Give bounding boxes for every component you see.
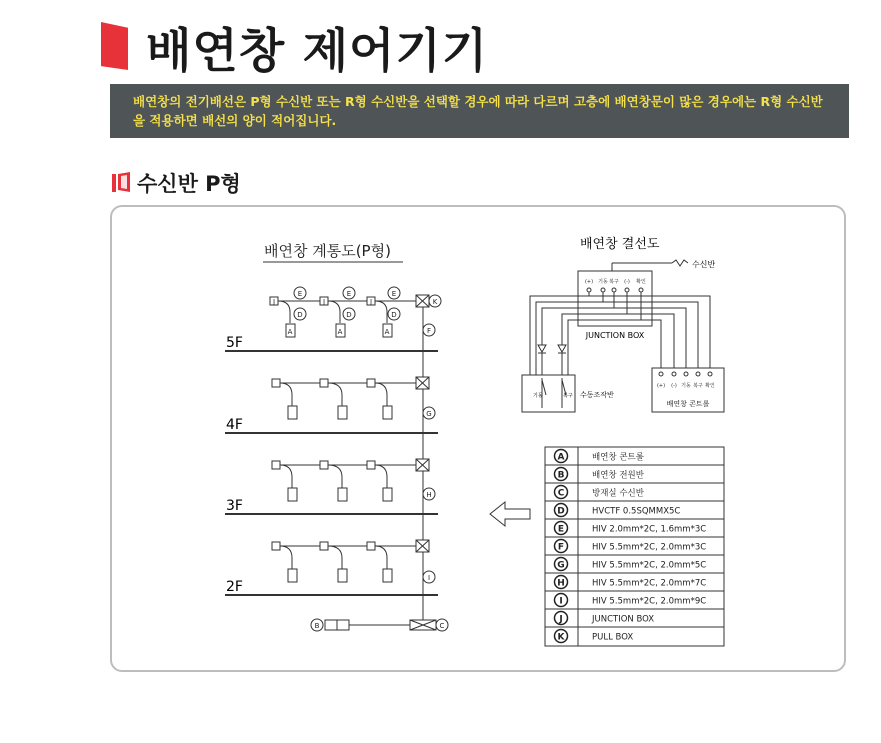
svg-text:D: D: [346, 311, 352, 319]
svg-text:D: D: [391, 311, 397, 319]
floor-label: 5F: [226, 335, 243, 351]
wiring-title: 배연창 결선도: [580, 237, 660, 252]
junction-term: 기동: [598, 279, 608, 285]
svg-text:G: G: [426, 410, 432, 418]
controller-letter: A: [287, 328, 293, 336]
floor-label: 2F: [226, 579, 243, 595]
junction-box-label: JUNCTION BOX: [585, 331, 645, 340]
legend-key: A: [557, 452, 565, 463]
legend-desc: HIV 5.5mm*2C, 2.0mm*3C: [592, 542, 707, 553]
controller-term: 복구: [693, 383, 703, 389]
label-e-2: [343, 287, 355, 299]
floor-label: 4F: [226, 417, 243, 433]
legend-key: E: [557, 524, 565, 535]
label-e-1: [294, 287, 306, 299]
svg-text:B: B: [314, 622, 320, 630]
junction-term: 확인: [636, 279, 646, 285]
legend-desc: HIV 2.0mm*2C, 1.6mm*3C: [592, 524, 707, 535]
floor-5f: [225, 335, 438, 351]
legend-desc: 방재실 수신반: [592, 488, 644, 499]
svg-text:H: H: [426, 491, 432, 499]
label-e-3: [388, 287, 400, 299]
junction-term: (-): [624, 279, 630, 285]
cable-break-icon: [672, 260, 688, 266]
floor-3f: [225, 498, 438, 514]
label-c: [436, 619, 448, 631]
label-h: [423, 488, 435, 500]
svg-text:C: C: [439, 622, 445, 630]
legend-desc: HIV 5.5mm*2C, 2.0mm*7C: [592, 578, 707, 589]
controller-letter: A: [337, 328, 343, 336]
legend-key: B: [557, 470, 565, 481]
legend-key: H: [557, 578, 565, 589]
floor-label: 3F: [226, 498, 243, 514]
left-arrow-icon: [490, 502, 530, 526]
legend-desc: 배연창 전원반: [592, 470, 644, 481]
legend-desc: 배연창 콘트롤: [592, 452, 644, 463]
legend-desc: JUNCTION BOX: [592, 614, 655, 625]
junction-letter: J: [369, 298, 373, 306]
label-f: [423, 324, 435, 336]
junction-term: 복구: [609, 279, 619, 285]
svg-text:I: I: [427, 574, 431, 582]
junction-letter: J: [322, 298, 326, 306]
svg-text:K: K: [432, 298, 438, 306]
junction-term: (+): [584, 279, 594, 285]
controller-term: 확인: [705, 383, 715, 389]
page-title: 배연창 제어기기: [146, 24, 489, 79]
svg-text:E: E: [391, 290, 397, 298]
legend-desc: HVCTF 0.5SQMMX5C: [592, 506, 681, 517]
floor-4f: [225, 417, 438, 433]
label-b: [311, 619, 323, 631]
legend-desc: HIV 5.5mm*2C, 2.0mm*5C: [592, 560, 707, 571]
legend-key: J: [559, 614, 563, 625]
svg-text:F: F: [426, 327, 432, 335]
legend-key: D: [557, 506, 565, 517]
label-d-1: [294, 308, 306, 320]
section-title: 수신반 P형: [137, 172, 241, 196]
label-d-3: [388, 308, 400, 320]
svg-text:E: E: [297, 290, 303, 298]
controller-term: (+): [656, 383, 666, 389]
label-g: [423, 407, 435, 419]
diode-icons: [538, 345, 566, 353]
floor-branches: [272, 379, 416, 582]
legend-desc: HIV 5.5mm*2C, 2.0mm*9C: [592, 596, 707, 607]
svg-text:D: D: [297, 311, 303, 319]
junction-letter: J: [272, 298, 276, 306]
controller-term: 기동: [681, 383, 691, 389]
legend-table: [545, 447, 724, 646]
receiver-label: 수신반: [692, 260, 716, 269]
legend-key: K: [557, 632, 565, 643]
svg-text:E: E: [346, 290, 352, 298]
controller-term: (-): [671, 383, 677, 389]
label-k: [429, 295, 441, 307]
controller-letter: A: [384, 328, 390, 336]
label-d-2: [343, 308, 355, 320]
legend-key: G: [557, 560, 565, 571]
bottom-connection: [325, 620, 436, 630]
manual-term: 복구: [563, 393, 573, 399]
floor-2f: [225, 579, 438, 595]
legend-key: C: [557, 488, 565, 499]
description-text: 배연창의 전기배선은 P형 수신반 또는 R형 수신반을 선택할 경우에 따라 다르며 고층에 배연창문이 많은 경우에는 R형 수신반을 적용하면 배선의 양이 적어집니다.: [133, 94, 823, 128]
legend-desc: PULL BOX: [592, 632, 634, 643]
legend-key: I: [559, 596, 563, 607]
manual-term: 기동: [533, 393, 543, 399]
riser-title: 배연창 계통도(P형): [264, 242, 391, 260]
manual-panel-label: 수동조작반: [580, 391, 614, 399]
controller-label: 배연창 콘트롤: [666, 400, 710, 408]
legend-key: F: [557, 542, 565, 553]
label-i: [423, 571, 435, 583]
